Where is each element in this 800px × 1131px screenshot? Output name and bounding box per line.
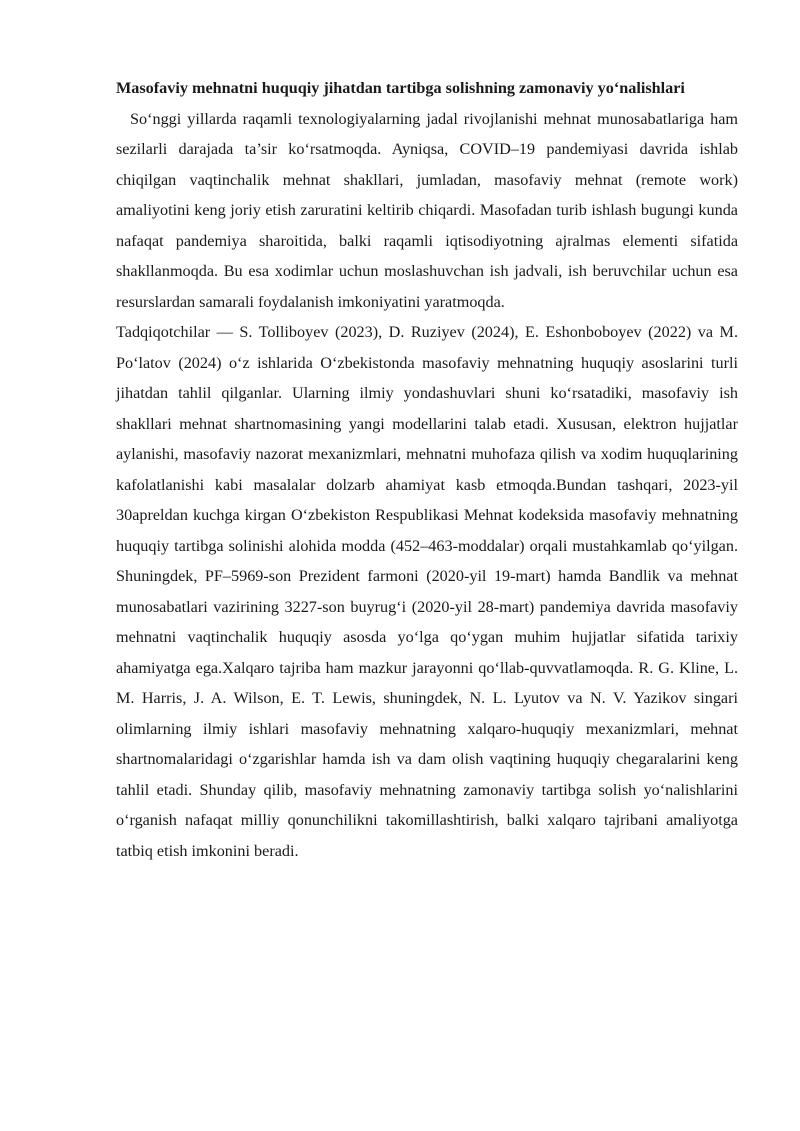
document-page xyxy=(116,73,738,866)
paragraph-intro: So‘nggi yillarda raqamli texnologiyalarning jadal rivojlanishi mehnat munosabatlariga ham sezilarli darajada ta’sir ko‘rsatmoqda. Ayniqsa, COVID–19 pandemiyasi davrida ishlab chiqilgan vaqtinchalik mehnat shakllari, jumladan, masofaviy mehnat (remote work) amaliyotini keng joriy etish zaruratini keltirib chiqardi. Masofadan turib ishlash bugungi kunda nafaqat pandemiya sharoitida, balki raqamli iqtisodiyotning ajralmas elementi sifatida shakllanmoqda. Bu esa xodimlar uchun moslashuvchan ish jadvali, ish beruvchilar uchun esa resurslardan samarali foydalanish imkoniyatini yaratmoqda. xyxy=(116,109,738,311)
section-heading: Masofaviy mehnatni huquqiy jihatdan tartibga solishning zamonaviy yo‘nalishlari xyxy=(116,79,685,97)
paragraph-research: Tadqiqotchilar — S. Tolliboyev (2023), D. Ruziyev (2024), E. Eshonboboyev (2022) va M. Po‘latov (2024) o‘z ishlarida O‘zbekistonda masofaviy mehnatning huquqiy asoslarini turli jihatdan tahlil qilganlar. Ularning ilmiy yondashuvlari shuni ko‘rsatadiki, masofaviy ish shakllari mehnat shartnomasining yangi modellarini talab etadi. Xususan, elektron hujjatlar aylanishi, masofaviy nazorat mexanizmlari, mehnatni muhofaza qilish va xodim huquqlarining kafolatlanishi kabi masalalar dolzarb ahamiyat kasb etmoqda.Bundan tashqari, 2023-yil 30apreldan kuchga kirgan O‘zbekiston Respublikasi Mehnat kodeksida masofaviy mehnatning huquqiy tartibga solinishi alohida modda (452–463-moddalar) orqali mustahkamlab qo‘yilgan. Shuningdek, PF–5969-son Prezident farmoni (2020-yil 19-mart) hamda Bandlik va mehnat munosabatlari vazirining 3227-son buyrug‘i (2020-yil 28-mart) pandemiya davrida masofaviy mehnatni vaqtinchalik huquqiy asosda yo‘lga qo‘ygan muhim hujjatlar sifatida tarixiy ahamiyatga ega.Xalqaro tajriba ham mazkur jarayonni qo‘llab-quvvatlamoqda. R. G. Kline, L. M. Harris, J. A. Wilson, E. T. Lewis, shuningdek, N. L. Lyutov va N. V. Yazikov singari olimlarning ilmiy ishlari masofaviy mehnatning xalqaro-huquqiy mexanizmlari, mehnat shartnomalaridagi o‘zgarishlar hamda ish va dam olish vaqtining huquqiy chegaralarini keng tahlil etadi. Shunday qilib, masofaviy mehnatning zamonaviy tartibga solish yo‘nalishlarini o‘rganish nafaqat milliy qonunchilikni takomillashtirish, balki xalqaro tajribani amaliyotga tatbiq etish imkonini beradi. xyxy=(116,323,738,860)
